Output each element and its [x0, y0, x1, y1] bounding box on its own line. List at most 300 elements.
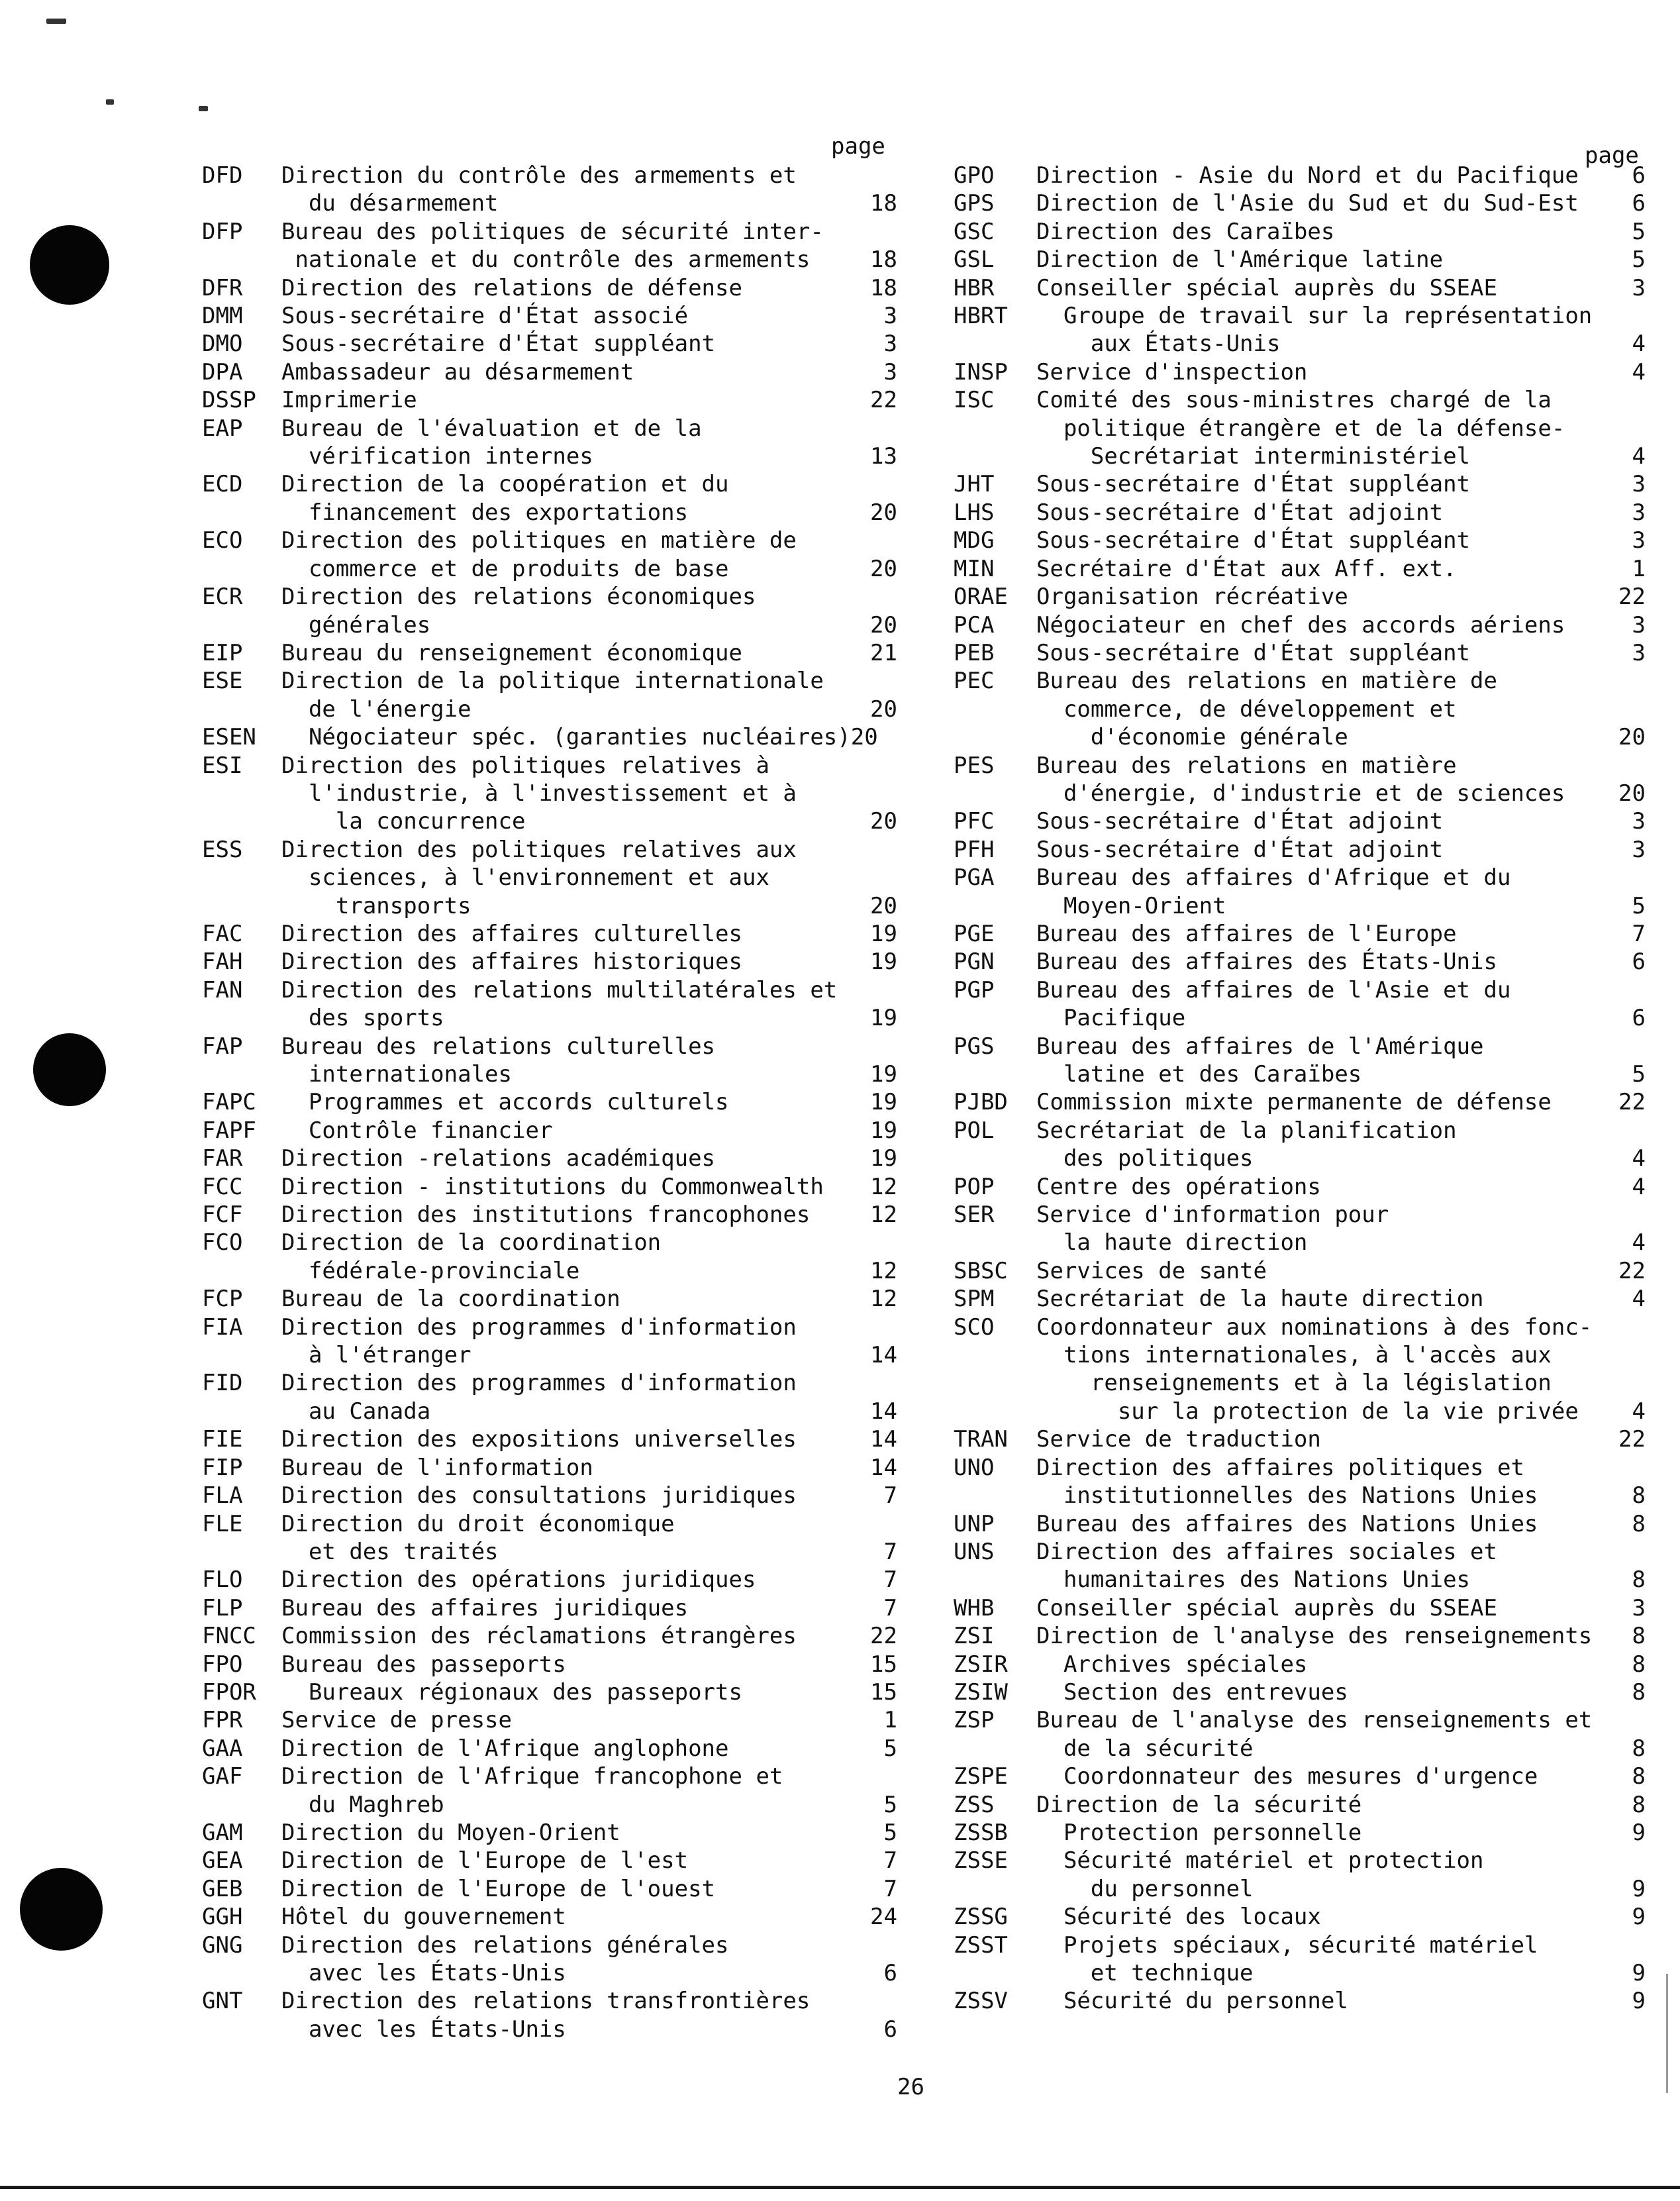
entry-page: 4 — [1632, 331, 1646, 358]
entry-description-line: institutionnelles des Nations Unies — [1036, 1482, 1538, 1510]
entry-description-line: d'énergie, d'industrie et de sciences — [1036, 780, 1565, 807]
entry-description — [1036, 836, 1606, 864]
index-entry — [202, 1819, 897, 1847]
entry-description — [281, 1819, 858, 1847]
entry-description — [281, 1931, 858, 1988]
entry-description — [1036, 1538, 1606, 1594]
entry-code: PJBD — [954, 1089, 1008, 1116]
entry-description-line: Programmes et accords culturels — [281, 1089, 729, 1116]
entry-description — [1036, 1173, 1606, 1201]
page-number: 26 — [897, 2074, 924, 2100]
index-entry — [202, 1903, 897, 1931]
entry-code: PGS — [954, 1033, 995, 1060]
entry-description — [1036, 611, 1606, 639]
entry-description-line: des politiques — [1036, 1145, 1254, 1172]
entry-code: PCA — [954, 611, 995, 639]
entry-code: ECR — [202, 584, 243, 611]
entry-description — [281, 302, 858, 330]
entry-description — [281, 1594, 858, 1622]
entry-code: PFC — [954, 808, 995, 835]
index-entry — [202, 1088, 897, 1116]
index-entry — [202, 330, 897, 358]
entry-description-line: Comité des sous-ministres chargé de la — [1036, 387, 1552, 414]
index-entry — [954, 1117, 1646, 1173]
entry-description-line: internationales — [281, 1061, 512, 1088]
entry-page: 5 — [1632, 218, 1646, 245]
entry-description — [1036, 1931, 1606, 1988]
entry-page: 22 — [1618, 1426, 1646, 1453]
entry-page: 9 — [1632, 1904, 1646, 1931]
entry-description — [1036, 1594, 1606, 1622]
index-entry — [954, 1201, 1646, 1257]
entry-description-line: du personnel — [1036, 1875, 1254, 1902]
entry-description — [281, 1201, 858, 1229]
entry-description-line: Service de traduction — [1036, 1426, 1321, 1453]
index-entry — [954, 555, 1646, 583]
entry-description-line: des sports — [281, 1005, 444, 1032]
entry-code: UNP — [954, 1510, 995, 1537]
entry-page: 8 — [1632, 1651, 1646, 1678]
entry-code: EAP — [202, 415, 243, 442]
entry-description — [1036, 1425, 1606, 1453]
entry-description-line: Direction du contrôle des armements et — [281, 162, 797, 189]
entry-description — [281, 1369, 858, 1425]
entry-description-line: la concurrence — [281, 808, 526, 835]
entry-description — [281, 752, 858, 836]
entry-page: 6 — [1632, 162, 1646, 189]
entry-page: 9 — [1632, 1819, 1646, 1846]
entry-description — [281, 1987, 858, 2043]
scan-speck — [46, 19, 66, 24]
entry-description-line: Direction des relations générales — [281, 1931, 729, 1959]
entry-page: 1 — [1632, 555, 1646, 582]
entry-page: 12 — [870, 1257, 897, 1284]
entry-description-line: du désarmement — [281, 190, 499, 217]
entry-page: 5 — [1632, 892, 1646, 919]
entry-description-line: renseignements et à la législation — [1036, 1370, 1552, 1397]
entry-description-line: commerce, de développement et — [1036, 695, 1457, 723]
entry-code: FIE — [202, 1426, 243, 1453]
entry-description-line: Secrétariat interministériel — [1036, 443, 1471, 470]
entry-code: SCO — [954, 1313, 995, 1341]
index-entry — [202, 1313, 897, 1370]
entry-description-line: sur la protection de la vie privée — [1036, 1398, 1579, 1425]
entry-description — [281, 583, 858, 639]
entry-page: 14 — [870, 1398, 897, 1425]
index-entry — [202, 1173, 897, 1201]
entry-description — [281, 1510, 858, 1566]
entry-page: 1 — [883, 1707, 897, 1734]
index-entry — [954, 1454, 1646, 1510]
entry-page: 19 — [870, 1145, 897, 1172]
entry-code: UNS — [954, 1538, 995, 1565]
entry-description — [281, 415, 858, 471]
entry-page: 7 — [883, 1566, 897, 1594]
entry-code: FPOR — [202, 1678, 256, 1706]
entry-description-line: Direction des affaires politiques et — [1036, 1454, 1524, 1481]
left-index-column — [202, 162, 897, 2043]
entry-page: 6 — [1632, 948, 1646, 976]
entry-description-line: Direction de la sécurité — [1036, 1791, 1362, 1818]
entry-page: 9 — [1632, 1875, 1646, 1902]
index-entry — [202, 1145, 897, 1172]
entry-code: FAP — [202, 1033, 243, 1060]
index-entry — [954, 302, 1646, 358]
entry-description — [281, 836, 858, 920]
entry-page: 9 — [1632, 1988, 1646, 2015]
entry-description-line: transports — [281, 892, 471, 919]
entry-page: 18 — [870, 190, 897, 217]
entry-code: ZSIR — [954, 1651, 1008, 1678]
index-entry — [202, 1706, 897, 1734]
index-entry — [954, 1678, 1646, 1706]
entry-description-line: latine et des Caraïbes — [1036, 1061, 1362, 1088]
entry-description — [1036, 667, 1606, 751]
entry-description-line: Bureau du renseignement économique — [281, 639, 742, 666]
entry-description — [1036, 948, 1606, 976]
index-entry — [202, 1425, 897, 1453]
index-entry — [202, 358, 897, 386]
entry-page: 22 — [870, 387, 897, 414]
entry-description-line: fédérale-provinciale — [281, 1257, 580, 1284]
entry-description — [1036, 1903, 1606, 1931]
entry-description — [1036, 1454, 1606, 1510]
entry-description-line: de la sécurité — [1036, 1735, 1254, 1762]
entry-page: 7 — [883, 1538, 897, 1565]
entry-description-line: Direction des consultations juridiques — [281, 1482, 797, 1510]
entry-code: ZSS — [954, 1791, 995, 1818]
index-entry — [954, 470, 1646, 498]
entry-page: 20 — [1618, 780, 1646, 807]
entry-page: 8 — [1632, 1735, 1646, 1762]
entry-page: 3 — [1632, 527, 1646, 554]
entry-description-line: Direction des affaires culturelles — [281, 920, 742, 947]
entry-page: 3 — [883, 358, 897, 385]
entry-description-line: Moyen-Orient — [1036, 892, 1226, 919]
entry-description — [281, 1285, 858, 1313]
index-entry — [954, 274, 1646, 302]
entry-description-line: Bureau des affaires de l'Amérique — [1036, 1033, 1484, 1060]
index-entry — [202, 1987, 897, 2043]
index-entry — [202, 1369, 897, 1425]
entry-description — [1036, 246, 1606, 274]
entry-code: ZSSB — [954, 1819, 1008, 1846]
index-entry — [202, 1875, 897, 1903]
entry-page: 5 — [883, 1791, 897, 1818]
entry-code: FPO — [202, 1651, 243, 1678]
entry-description — [1036, 1791, 1606, 1819]
entry-description — [281, 162, 858, 218]
entry-page: 4 — [1632, 1286, 1646, 1313]
entry-description-line: tions internationales, à l'accès aux — [1036, 1342, 1552, 1369]
index-entry — [954, 948, 1646, 976]
entry-description-line: Ambassadeur au désarmement — [281, 358, 634, 385]
entry-page: 14 — [870, 1454, 897, 1481]
entry-page: 8 — [1632, 1482, 1646, 1510]
index-entry — [954, 1819, 1646, 1847]
index-entry — [954, 667, 1646, 751]
entry-description — [1036, 1706, 1606, 1763]
entry-description — [1036, 639, 1606, 667]
entry-description-line: Bureau des relations culturelles — [281, 1033, 716, 1060]
entry-description-line: Conseiller spécial auprès du SSEAE — [1036, 1594, 1497, 1621]
entry-code: HBR — [954, 274, 995, 301]
entry-code: FAPC — [202, 1089, 256, 1116]
entry-page: 7 — [883, 1594, 897, 1621]
entry-page: 22 — [1618, 584, 1646, 611]
entry-description — [1036, 386, 1606, 470]
entry-description — [281, 1706, 858, 1734]
entry-page: 3 — [1632, 1594, 1646, 1621]
entry-page: 8 — [1632, 1763, 1646, 1790]
entry-description-line: Direction des institutions francophones — [281, 1202, 811, 1229]
entry-description — [281, 470, 858, 527]
entry-description — [1036, 976, 1606, 1033]
entry-description-line: Direction - Asie du Nord et du Pacifique — [1036, 162, 1579, 189]
index-entry — [954, 1285, 1646, 1313]
entry-description — [281, 1425, 858, 1453]
entry-code: GPO — [954, 162, 995, 189]
entry-code: ZSSV — [954, 1988, 1008, 2015]
entry-description — [1036, 1285, 1606, 1313]
entry-description — [281, 274, 858, 302]
index-entry — [202, 1285, 897, 1313]
entry-page: 3 — [1632, 499, 1646, 526]
entry-description — [281, 1903, 858, 1931]
entry-code: PEC — [954, 668, 995, 695]
entry-code: ESE — [202, 668, 243, 695]
entry-page: 3 — [883, 303, 897, 330]
entry-description-line: Archives spéciales — [1036, 1651, 1308, 1678]
entry-code: ECD — [202, 471, 243, 498]
entry-description — [281, 639, 858, 667]
entry-description — [1036, 920, 1606, 948]
entry-code: PGE — [954, 920, 995, 947]
entry-page: 3 — [1632, 274, 1646, 301]
entry-code: ORAE — [954, 584, 1008, 611]
entry-code: JHT — [954, 471, 995, 498]
entry-page: 9 — [1632, 1960, 1646, 1986]
index-entry — [202, 1566, 897, 1594]
index-entry — [202, 527, 897, 583]
entry-code: ZSI — [954, 1623, 995, 1650]
entry-description — [281, 667, 858, 723]
entry-code: FNCC — [202, 1623, 256, 1650]
entry-description-line: Direction des relations multilatérales et — [281, 976, 838, 1003]
entry-code: GEB — [202, 1875, 243, 1902]
entry-description-line: et des traités — [281, 1538, 499, 1565]
index-entry — [202, 415, 897, 471]
entry-code: ESS — [202, 836, 243, 863]
index-entry — [954, 1538, 1646, 1594]
entry-code: SPM — [954, 1286, 995, 1313]
entry-page: 7 — [883, 1482, 897, 1510]
entry-description — [281, 1566, 858, 1594]
index-entry — [954, 976, 1646, 1033]
index-entry — [202, 948, 897, 976]
entry-code: GAA — [202, 1735, 243, 1762]
entry-description — [281, 527, 858, 583]
entry-page: 18 — [870, 246, 897, 274]
entry-description — [1036, 1117, 1606, 1173]
entry-description-line: du Maghreb — [281, 1791, 444, 1818]
index-entry — [202, 218, 897, 274]
entry-page: 6 — [1632, 1005, 1646, 1032]
entry-description-line: Direction des programmes d'information — [281, 1370, 797, 1397]
entry-page: 13 — [870, 443, 897, 470]
index-entry — [202, 1454, 897, 1482]
entry-code: GSL — [954, 246, 995, 274]
index-entry — [202, 1117, 897, 1145]
entry-description — [281, 1454, 858, 1482]
index-entry — [202, 1229, 897, 1285]
entry-description-line: Sous-secrétaire d'État suppléant — [281, 331, 716, 358]
index-entry — [954, 1847, 1646, 1903]
entry-description-line: Bureau des relations en matière — [1036, 752, 1457, 779]
entry-code: ISC — [954, 387, 995, 414]
entry-page: 4 — [1632, 1398, 1646, 1425]
entry-code: SER — [954, 1202, 995, 1229]
entry-description — [1036, 1033, 1606, 1089]
entry-page: 4 — [1632, 1173, 1646, 1200]
entry-code: DFP — [202, 218, 243, 245]
entry-description — [1036, 1088, 1606, 1116]
index-entry — [954, 1987, 1646, 2015]
entry-code: GEA — [202, 1847, 243, 1874]
entry-code: GGH — [202, 1904, 243, 1931]
entry-page: 12 — [870, 1202, 897, 1229]
index-entry — [954, 1510, 1646, 1538]
entry-code: DPA — [202, 358, 243, 385]
entry-page: 19 — [870, 1089, 897, 1116]
entry-description-line: commerce et de produits de base — [281, 555, 729, 582]
entry-description — [1036, 189, 1606, 217]
entry-code: POL — [954, 1117, 995, 1144]
entry-code: POP — [954, 1173, 995, 1200]
entry-description — [1036, 1651, 1606, 1678]
entry-description — [1036, 527, 1606, 554]
entry-page: 15 — [870, 1678, 897, 1706]
entry-description-line: aux États-Unis — [1036, 331, 1281, 358]
index-entry — [954, 1313, 1646, 1426]
entry-description — [1036, 1622, 1606, 1650]
entry-description — [1036, 1257, 1606, 1285]
entry-page: 20 — [870, 808, 897, 835]
entry-description-line: Direction des programmes d'information — [281, 1313, 797, 1341]
entry-description-line: Service de presse — [281, 1707, 512, 1734]
entry-code: FLP — [202, 1594, 243, 1621]
entry-description-line: Commission mixte permanente de défense — [1036, 1089, 1552, 1116]
entry-description-line: Direction de l'Europe de l'est — [281, 1847, 689, 1874]
entry-page: 18 — [870, 274, 897, 301]
entry-page: 4 — [1632, 1145, 1646, 1172]
entry-code: ECO — [202, 527, 243, 554]
entry-description-line: Direction de la coopération et du — [281, 471, 729, 498]
entry-code: FCC — [202, 1173, 243, 1200]
index-entry — [954, 1706, 1646, 1763]
entry-description-line: Bureau des passeports — [281, 1651, 566, 1678]
index-entry — [954, 1594, 1646, 1622]
entry-page: 12 — [870, 1286, 897, 1313]
entry-description-line: la haute direction — [1036, 1229, 1308, 1256]
entry-page: 20 — [870, 555, 897, 582]
entry-description — [1036, 1201, 1606, 1257]
entry-code: GAF — [202, 1763, 243, 1790]
entry-description-line: Direction des opérations juridiques — [281, 1566, 756, 1594]
entry-page: 19 — [870, 1061, 897, 1088]
entry-description — [1036, 555, 1606, 583]
entry-description — [1036, 1987, 1606, 2015]
entry-page: 4 — [1632, 358, 1646, 385]
index-entry — [202, 1033, 897, 1089]
entry-description-line: Service d'inspection — [1036, 358, 1308, 385]
index-entry — [954, 1651, 1646, 1678]
entry-description-line: Direction de l'Amérique latine — [1036, 246, 1444, 274]
entry-code: TRAN — [954, 1426, 1008, 1453]
entry-description-line: générales — [281, 611, 431, 639]
bottom-scan-edge — [0, 2186, 1680, 2189]
entry-code: PEB — [954, 639, 995, 666]
entry-page: 7 — [883, 1847, 897, 1874]
entry-code: FLA — [202, 1482, 243, 1510]
scan-edge-mark — [1666, 1974, 1668, 2093]
index-entry — [954, 611, 1646, 639]
index-entry — [202, 1622, 897, 1650]
entry-code: GAM — [202, 1819, 243, 1846]
index-entry — [954, 864, 1646, 920]
entry-description-line: Direction de l'Asie du Sud et du Sud-Est — [1036, 190, 1579, 217]
index-entry — [202, 1735, 897, 1763]
entry-code: FID — [202, 1370, 243, 1397]
index-entry — [954, 752, 1646, 808]
entry-description-line: Hôtel du gouvernement — [281, 1904, 566, 1931]
entry-page: 3 — [1632, 808, 1646, 835]
entry-description-line: Bureau des affaires des États-Unis — [1036, 948, 1497, 976]
entry-code: FCO — [202, 1229, 243, 1256]
entry-description — [1036, 1678, 1606, 1706]
index-entry — [954, 162, 1646, 189]
index-entry — [954, 836, 1646, 864]
entry-description-line: et technique — [1036, 1960, 1254, 1986]
index-entry — [202, 976, 897, 1033]
index-entry — [954, 583, 1646, 611]
entry-page: 5 — [883, 1735, 897, 1762]
entry-code: DSSP — [202, 387, 256, 414]
entry-description-line: Bureau de l'information — [281, 1454, 593, 1481]
entry-description-line: Secrétariat de la planification — [1036, 1117, 1457, 1144]
entry-description-line: Section des entrevues — [1036, 1678, 1348, 1706]
entry-description-line: Direction de l'analyse des renseignements — [1036, 1623, 1593, 1650]
index-entry — [954, 358, 1646, 386]
entry-page: 8 — [1632, 1791, 1646, 1818]
entry-code: MIN — [954, 555, 995, 582]
index-entry — [954, 527, 1646, 554]
entry-code: ZSP — [954, 1707, 995, 1734]
entry-description-line: Bureau des politiques de sécurité inter- — [281, 218, 824, 245]
index-entry — [954, 1173, 1646, 1201]
entry-page: 20 — [870, 892, 897, 919]
entry-description-line: Direction des Caraïbes — [1036, 218, 1335, 245]
entry-description-line: Conseiller spécial auprès du SSEAE — [1036, 274, 1497, 301]
entry-code: DMO — [202, 331, 243, 358]
entry-description-line: Sous-secrétaire d'État suppléant — [1036, 639, 1471, 666]
entry-description-line: Organisation récréative — [1036, 584, 1348, 611]
index-entry — [202, 639, 897, 667]
entry-code: PES — [954, 752, 995, 779]
entry-description — [1036, 274, 1606, 302]
entry-description — [1036, 583, 1606, 611]
entry-description-line: Protection personnelle — [1036, 1819, 1362, 1846]
